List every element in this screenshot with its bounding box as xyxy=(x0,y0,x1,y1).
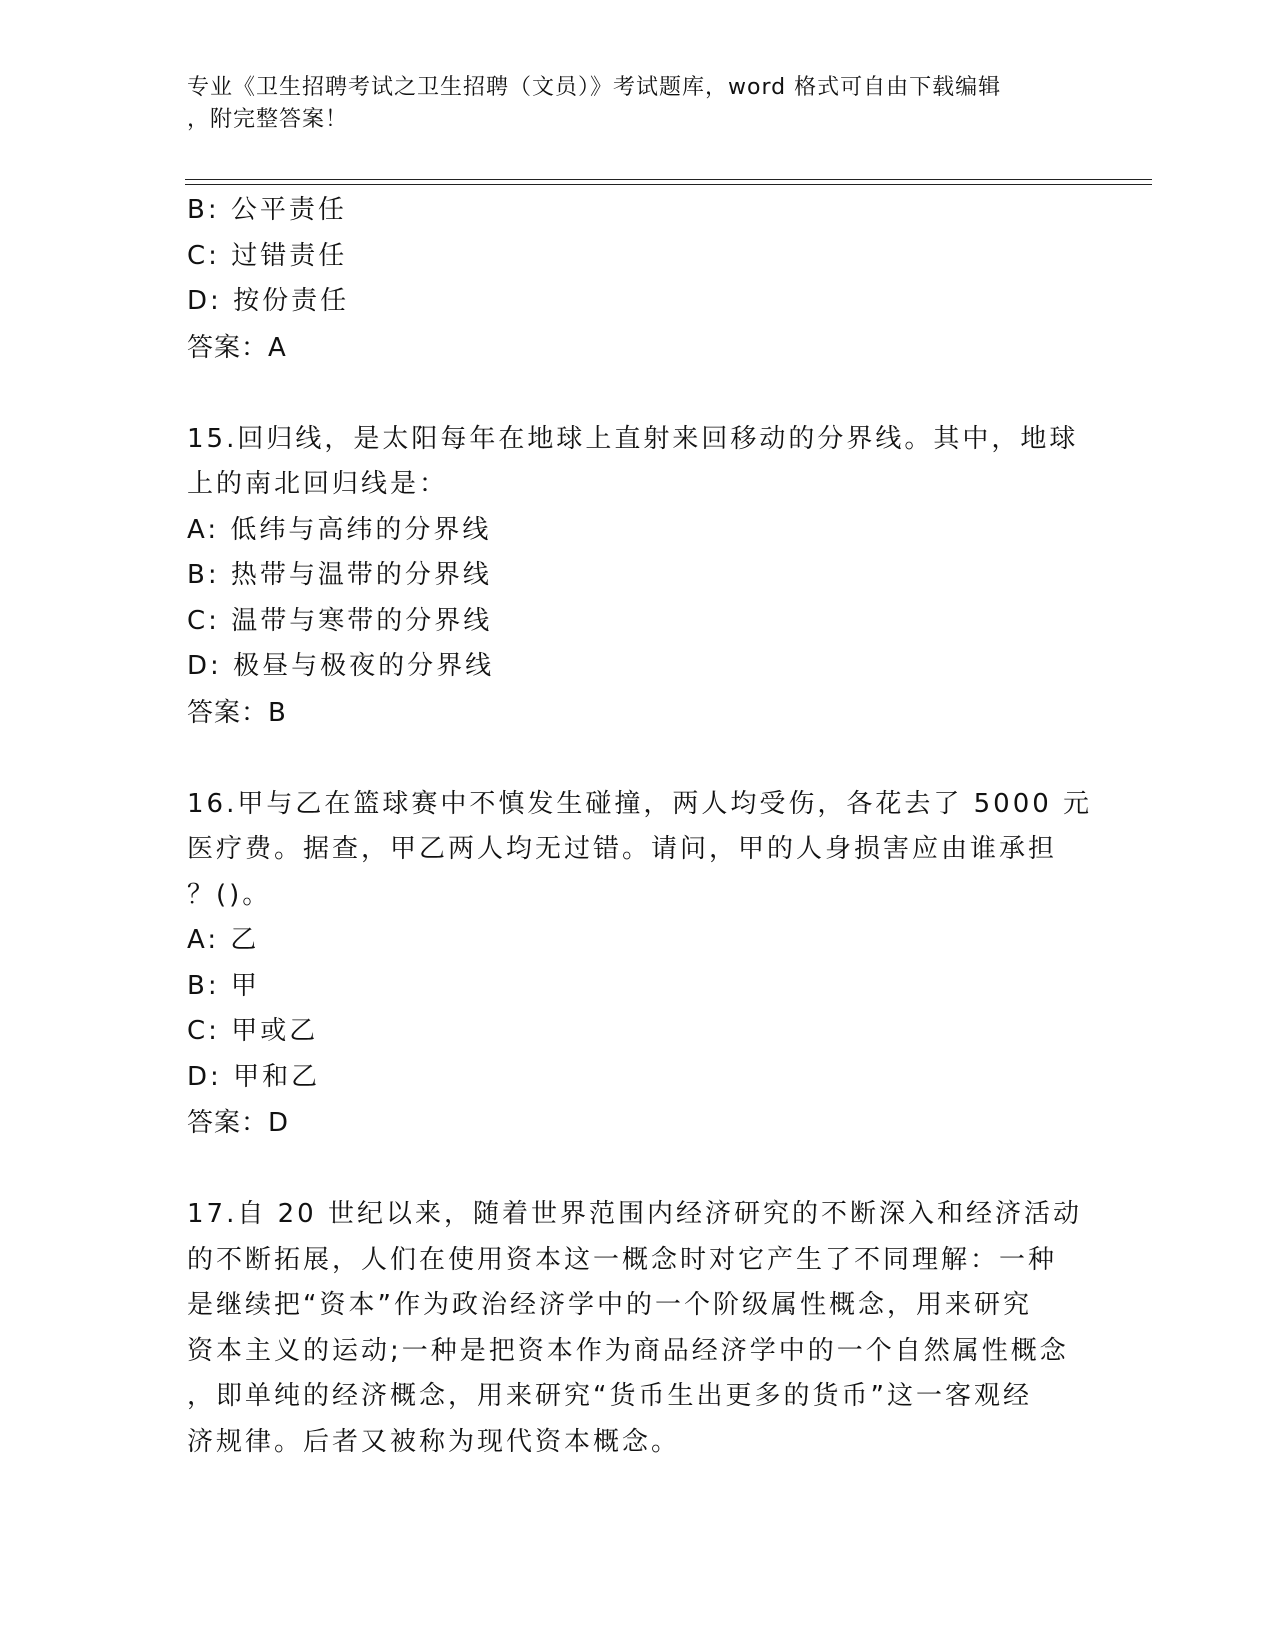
option-b: B: 热带与温带的分界线 xyxy=(187,560,492,590)
option-d: D: 甲和乙 xyxy=(187,1061,321,1092)
header-line-2: ，附完整答案！ xyxy=(187,107,349,132)
option-a: A: 乙 xyxy=(187,925,260,955)
question-text-line: ？()。 xyxy=(187,879,272,910)
question-text-line: 济规律。后者又被称为现代资本概念。 xyxy=(187,1426,681,1457)
option-text: 甲和乙 xyxy=(233,1061,321,1092)
option-letter: D xyxy=(187,286,211,316)
option-letter: D xyxy=(187,651,211,681)
option-text: 热带与温带的分界线 xyxy=(230,560,492,590)
option-text: 乙 xyxy=(230,925,260,955)
option-text: 甲或乙 xyxy=(231,1016,319,1046)
answer-line: 答案：B xyxy=(187,697,287,728)
option-letter: A xyxy=(187,514,208,545)
option-text: 按份责任 xyxy=(233,286,350,316)
answer-line: 答案：D xyxy=(187,1108,290,1138)
answer-line: 答案：A xyxy=(187,332,287,363)
question-text-line: 17.自 20 世纪以来，随着世界范围内经济研究的不断深入和经济活动 xyxy=(187,1199,1082,1229)
question-text-line: 医疗费。据查，甲乙两人均无过错。请问，甲的人身损害应由谁承担 xyxy=(187,834,1058,864)
option-letter: C xyxy=(187,1016,209,1046)
question-content xyxy=(187,188,1093,1465)
header-divider-top xyxy=(185,179,1152,180)
question-spacer xyxy=(187,1146,1087,1192)
option-d: D: 按份责任 xyxy=(187,286,350,316)
option-letter: B xyxy=(187,560,208,590)
question-text-line: 上的南北回归线是： xyxy=(187,469,449,499)
header-line-1: 专业《卫生招聘考试之卫生招聘（文员）》考试题库，word 格式可自由下载编辑 xyxy=(187,75,1002,100)
question-text-line: 是继续把“资本”作为政治经济学中的一个阶级属性概念，用来研究 xyxy=(187,1290,1032,1320)
option-letter: C xyxy=(187,240,209,271)
option-c: C: 过错责任 xyxy=(187,240,348,271)
option-text: 极昼与极夜的分界线 xyxy=(233,651,495,681)
option-text: 公平责任 xyxy=(230,195,347,225)
option-d: D: 极昼与极夜的分界线 xyxy=(187,651,495,681)
option-c: C: 温带与寒带的分界线 xyxy=(187,605,493,636)
option-text: 低纬与高纬的分界线 xyxy=(230,514,492,545)
option-text: 过错责任 xyxy=(231,240,348,271)
question-text-line: 资本主义的运动;一种是把资本作为商品经济学中的一个自然属性概念 xyxy=(187,1335,1069,1366)
option-letter: D xyxy=(187,1061,211,1092)
question-text-line: 的不断拓展，人们在使用资本这一概念时对它产生了不同理解：一种 xyxy=(187,1244,1058,1275)
option-b: B: 公平责任 xyxy=(187,195,347,225)
question-14 xyxy=(187,188,1087,371)
option-text: 温带与寒带的分界线 xyxy=(231,605,493,636)
question-17 xyxy=(187,1192,1087,1465)
option-c: C: 甲或乙 xyxy=(187,1016,319,1046)
question-15 xyxy=(187,417,1087,736)
option-a: A: 低纬与高纬的分界线 xyxy=(187,514,492,545)
option-letter: C xyxy=(187,605,209,636)
header-divider-bottom xyxy=(185,184,1152,185)
question-text-line: 16.甲与乙在篮球赛中不慎发生碰撞，两人均受伤，各花去了 5000 元 xyxy=(187,788,1093,819)
option-letter: B xyxy=(187,195,208,225)
question-text-line: 15.回归线，是太阳每年在地球上直射来回移动的分界线。其中，地球 xyxy=(187,423,1079,454)
document-header xyxy=(187,72,1067,136)
option-text: 甲 xyxy=(230,970,260,1001)
question-spacer xyxy=(187,736,1087,782)
question-16 xyxy=(187,782,1093,1147)
option-b: B: 甲 xyxy=(187,970,260,1001)
question-text-line: ，即单纯的经济概念，用来研究“货币生出更多的货币”这一客观经 xyxy=(187,1381,1032,1411)
option-letter: B xyxy=(187,970,208,1001)
option-letter: A xyxy=(187,925,208,955)
question-spacer xyxy=(187,371,1087,417)
